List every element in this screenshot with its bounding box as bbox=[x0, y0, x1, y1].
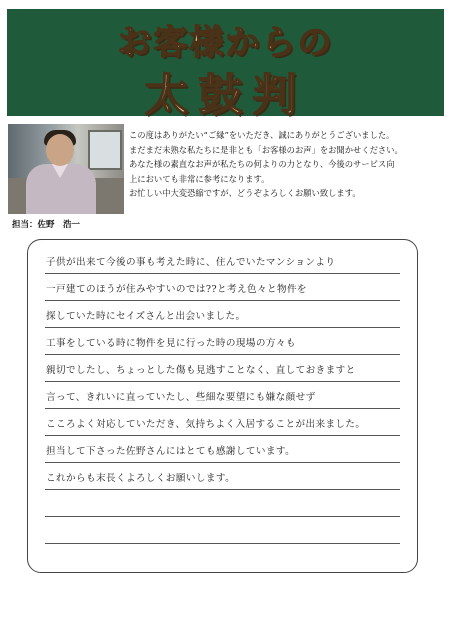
staff-caption: 担当：佐野 浩一 bbox=[12, 220, 81, 230]
ruled-line bbox=[45, 300, 400, 301]
ruled-line bbox=[45, 381, 400, 382]
intro-text bbox=[129, 128, 447, 201]
ruled-line bbox=[45, 462, 400, 463]
letter-line: 一戸建てのほうが住みやすいのでは??と考え色々と物件を bbox=[46, 284, 307, 295]
letter-line: 工事をしている時に物件を見に行った時の現場の方々も bbox=[46, 338, 296, 349]
staff-photo bbox=[8, 124, 124, 214]
intro-line: この度はありがたい“ご縁”をいただき、誠にありがとうございました。 bbox=[129, 130, 395, 140]
ruled-line bbox=[45, 408, 400, 409]
letter-line: 言って、きれいに直っていたし、些細な要望にも嫌な顔せず bbox=[46, 392, 316, 403]
intro-line: あなた様の素直なお声が私たちの何よりの力となり、今後のサービス向 bbox=[129, 159, 395, 170]
ruled-line bbox=[45, 516, 400, 517]
ruled-line bbox=[45, 543, 400, 544]
letter-line: こころよく対応していただき、気持ちよく入居することが出来ました。 bbox=[46, 419, 366, 430]
letter-line: 担当して下さった佐野さんにはとても感謝しています。 bbox=[46, 446, 296, 457]
intro-line: まだまだ未熟な私たちに是非とも「お客様のお声」をお聞かせください。 bbox=[129, 144, 403, 155]
letter-line: 親切でしたし、ちょっとした傷も見逃すことなく、直しておきますと bbox=[46, 365, 356, 376]
ruled-line bbox=[45, 327, 400, 328]
ruled-line bbox=[45, 489, 400, 490]
ruled-line bbox=[45, 273, 400, 274]
ruled-line bbox=[45, 435, 400, 436]
intro-line: お忙しい中大変恐縮ですが、どうぞよろしくお願い致します。 bbox=[129, 188, 361, 199]
letter-line: これからも末長くよろしくお願いします。 bbox=[46, 473, 236, 484]
letter-line: 子供が出来て今後の事も考えた時に、住んでいたマンションより bbox=[46, 257, 336, 268]
intro-line: 上においても非常に参考になります。 bbox=[129, 173, 270, 184]
banner-title-line2: 太鼓判 bbox=[144, 70, 307, 121]
handwritten-letter-box bbox=[27, 239, 418, 573]
title-banner bbox=[7, 9, 444, 121]
banner-title-line1: お客様からの bbox=[117, 23, 334, 63]
letter-line: 探していた時にセイズさんと出会いました。 bbox=[46, 311, 246, 322]
ruled-line bbox=[45, 354, 400, 355]
